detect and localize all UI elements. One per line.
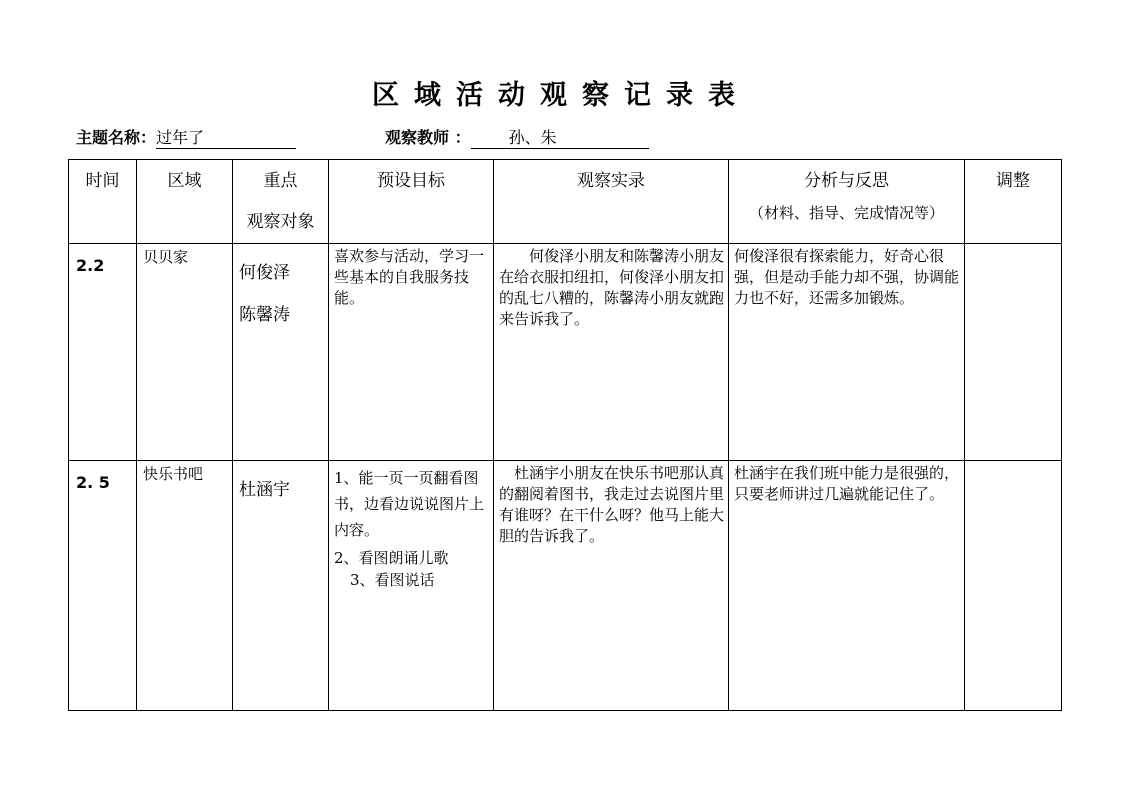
table-row (69, 461, 1062, 711)
header-analysis-title: 分析与反思 (804, 171, 889, 191)
cell-targets (233, 244, 329, 461)
header-focus-line2: 观察对象 (246, 212, 315, 232)
header-time: 时间 (69, 160, 137, 244)
cell-goal (329, 461, 494, 711)
table-row (69, 244, 1062, 461)
cell-time: 2.2 (69, 244, 137, 461)
header-row (69, 160, 1062, 244)
cell-area: 贝贝家 (137, 244, 233, 461)
teacher-value: 孙、朱 (471, 127, 649, 149)
header-focus-line1: 重点 (263, 171, 298, 191)
header-record: 观察实录 (494, 160, 729, 244)
cell-adjust (965, 244, 1062, 461)
cell-analysis: 何俊泽很有探索能力，好奇心很强，但是动手能力却不强，协调能力也不好，还需多加锻炼。 (729, 244, 965, 461)
cell-record: 杜涵宇小朋友在快乐书吧那认真的翻阅着图书，我走过去说图片里有谁呀？在干什么呀？他马上能大胆的告诉我了。 (494, 461, 729, 711)
cell-adjust (965, 461, 1062, 711)
observation-table (68, 159, 1062, 711)
header-analysis (729, 160, 965, 244)
target-name: 陈馨涛 (239, 305, 290, 325)
header-analysis-sub: （材料、指导、完成情况等） (748, 204, 944, 222)
cell-targets (233, 461, 329, 711)
header-area: 区域 (137, 160, 233, 244)
cell-time: 2. 5 (69, 461, 137, 711)
theme-label: 主题名称： (76, 128, 157, 147)
cell-goal: 喜欢参与活动，学习一些基本的自我服务技能。 (329, 244, 494, 461)
goal-item: 2、看图朗诵儿歌 (334, 549, 449, 567)
teacher-field (385, 126, 649, 150)
page-title: 区域活动观察记录表 (372, 80, 750, 111)
target-name: 何俊泽 (239, 263, 290, 283)
target-name: 杜涵宇 (239, 480, 290, 500)
goal-item: 1、能一页一页翻看图书，边看边说说图片上内容。 (334, 469, 485, 539)
header-goal: 预设目标 (329, 160, 494, 244)
goal-item: 3、看图说话 (350, 571, 435, 589)
cell-area: 快乐书吧 (137, 461, 233, 711)
theme-value: 过年了 (156, 127, 296, 149)
header-focus (233, 160, 329, 244)
header-adjust: 调整 (965, 160, 1062, 244)
theme-field (76, 126, 296, 150)
cell-analysis: 杜涵宇在我们班中能力是很强的，只要老师讲过几遍就能记住了。 (729, 461, 965, 711)
cell-record: 何俊泽小朋友和陈馨涛小朋友在给衣服扣纽扣，何俊泽小朋友扣的乱七八糟的，陈馨涛小朋友就跑来告诉我了。 (494, 244, 729, 461)
teacher-label: 观察教师 ： (385, 128, 471, 147)
